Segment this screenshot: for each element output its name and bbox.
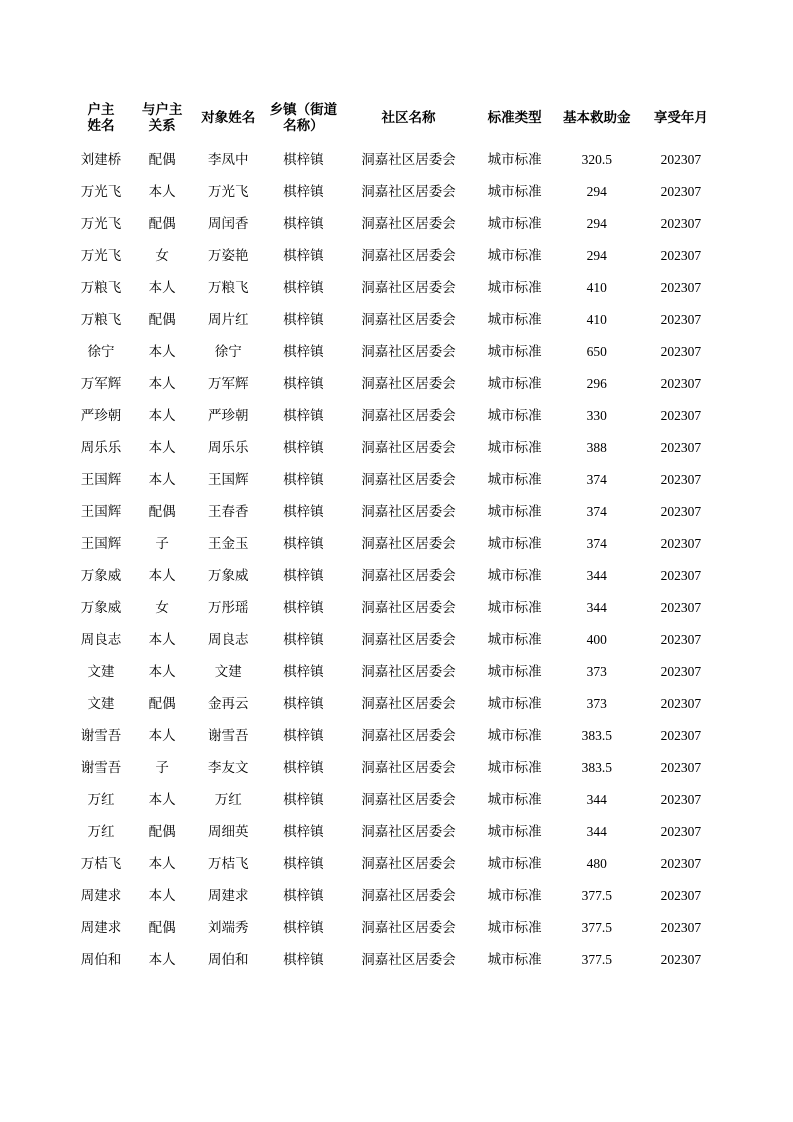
cell-householder-name: 王国辉 bbox=[80, 471, 122, 487]
cell-relationship: 本人 bbox=[148, 663, 176, 679]
cell-relationship: 本人 bbox=[148, 407, 176, 423]
cell-community: 洞嘉社区居委会 bbox=[361, 311, 456, 327]
cell-householder-name: 谢雪吾 bbox=[80, 759, 122, 775]
cell-period: 202307 bbox=[660, 311, 702, 327]
cell-community: 洞嘉社区居委会 bbox=[361, 855, 456, 871]
cell-person-name: 万姿艳 bbox=[207, 247, 249, 263]
cell-householder-name: 周建求 bbox=[80, 919, 122, 935]
cell-householder-name: 万光飞 bbox=[80, 215, 122, 231]
cell-householder-name: 刘建桥 bbox=[80, 151, 122, 167]
table-row bbox=[70, 816, 723, 848]
cell-township: 棋梓镇 bbox=[283, 407, 324, 423]
table-row bbox=[70, 368, 723, 400]
cell-basic-amount: 650 bbox=[586, 343, 607, 359]
cell-basic-amount: 388 bbox=[586, 439, 607, 455]
cell-standard-type: 城市标准 bbox=[487, 151, 542, 167]
cell-basic-amount: 344 bbox=[586, 791, 607, 807]
cell-householder-name: 万桔飞 bbox=[80, 855, 122, 871]
cell-community: 洞嘉社区居委会 bbox=[361, 663, 456, 679]
cell-basic-amount: 294 bbox=[586, 183, 607, 199]
cell-relationship: 本人 bbox=[148, 183, 176, 199]
cell-township: 棋梓镇 bbox=[283, 183, 324, 199]
column-header-period: 享受年月 bbox=[653, 109, 708, 125]
cell-householder-name: 万象威 bbox=[80, 599, 122, 615]
cell-period: 202307 bbox=[660, 471, 702, 487]
table-row bbox=[70, 912, 723, 944]
assistance-table bbox=[70, 96, 723, 976]
cell-period: 202307 bbox=[660, 407, 702, 423]
cell-person-name: 李凤中 bbox=[207, 151, 249, 167]
table-row bbox=[70, 592, 723, 624]
table-row bbox=[70, 624, 723, 656]
table-row bbox=[70, 688, 723, 720]
cell-person-name: 万军辉 bbox=[207, 375, 249, 391]
cell-householder-name: 王国辉 bbox=[80, 535, 122, 551]
cell-community: 洞嘉社区居委会 bbox=[361, 919, 456, 935]
cell-relationship: 配偶 bbox=[148, 151, 176, 167]
column-header-person-name: 对象姓名 bbox=[201, 109, 256, 125]
table-row bbox=[70, 464, 723, 496]
table-row bbox=[70, 400, 723, 432]
cell-period: 202307 bbox=[660, 503, 702, 519]
cell-township: 棋梓镇 bbox=[283, 791, 324, 807]
cell-standard-type: 城市标准 bbox=[487, 535, 542, 551]
column-header-basic-amount: 基本救助金 bbox=[563, 109, 631, 125]
cell-relationship: 女 bbox=[155, 599, 169, 615]
cell-basic-amount: 344 bbox=[586, 599, 607, 615]
cell-person-name: 徐宁 bbox=[214, 343, 242, 359]
cell-person-name: 万光飞 bbox=[207, 183, 249, 199]
cell-period: 202307 bbox=[660, 247, 702, 263]
cell-basic-amount: 377.5 bbox=[581, 919, 612, 935]
cell-township: 棋梓镇 bbox=[283, 631, 324, 647]
cell-relationship: 本人 bbox=[148, 567, 176, 583]
cell-basic-amount: 383.5 bbox=[581, 759, 612, 775]
cell-relationship: 配偶 bbox=[148, 823, 176, 839]
cell-basic-amount: 374 bbox=[586, 535, 607, 551]
cell-householder-name: 周良志 bbox=[80, 631, 122, 647]
cell-householder-name: 万红 bbox=[87, 791, 115, 807]
cell-relationship: 本人 bbox=[148, 855, 176, 871]
cell-relationship: 本人 bbox=[148, 439, 176, 455]
header-line-2: 姓名 bbox=[87, 118, 115, 133]
cell-householder-name: 徐宁 bbox=[87, 343, 115, 359]
cell-standard-type: 城市标准 bbox=[487, 471, 542, 487]
cell-person-name: 周良志 bbox=[207, 631, 249, 647]
cell-period: 202307 bbox=[660, 279, 702, 295]
cell-basic-amount: 410 bbox=[586, 311, 607, 327]
cell-period: 202307 bbox=[660, 343, 702, 359]
cell-township: 棋梓镇 bbox=[283, 695, 324, 711]
cell-period: 202307 bbox=[660, 759, 702, 775]
cell-standard-type: 城市标准 bbox=[487, 727, 542, 743]
cell-township: 棋梓镇 bbox=[283, 215, 324, 231]
cell-period: 202307 bbox=[660, 919, 702, 935]
table-row bbox=[70, 720, 723, 752]
cell-person-name: 万桔飞 bbox=[207, 855, 249, 871]
cell-township: 棋梓镇 bbox=[283, 247, 324, 263]
table-row bbox=[70, 240, 723, 272]
cell-relationship: 配偶 bbox=[148, 311, 176, 327]
cell-person-name: 万象威 bbox=[207, 567, 249, 583]
cell-community: 洞嘉社区居委会 bbox=[361, 151, 456, 167]
cell-township: 棋梓镇 bbox=[283, 503, 324, 519]
cell-basic-amount: 374 bbox=[586, 503, 607, 519]
cell-standard-type: 城市标准 bbox=[487, 215, 542, 231]
cell-basic-amount: 374 bbox=[586, 471, 607, 487]
cell-person-name: 万粮飞 bbox=[207, 279, 249, 295]
cell-community: 洞嘉社区居委会 bbox=[361, 951, 456, 967]
cell-period: 202307 bbox=[660, 855, 702, 871]
cell-person-name: 万红 bbox=[214, 791, 242, 807]
cell-person-name: 周闰香 bbox=[207, 215, 249, 231]
cell-standard-type: 城市标准 bbox=[487, 407, 542, 423]
column-header-standard-type: 标准类型 bbox=[487, 109, 542, 125]
cell-basic-amount: 344 bbox=[586, 823, 607, 839]
cell-householder-name: 文建 bbox=[87, 695, 115, 711]
cell-community: 洞嘉社区居委会 bbox=[361, 503, 456, 519]
cell-community: 洞嘉社区居委会 bbox=[361, 887, 456, 903]
cell-township: 棋梓镇 bbox=[283, 151, 324, 167]
cell-township: 棋梓镇 bbox=[283, 567, 324, 583]
cell-period: 202307 bbox=[660, 887, 702, 903]
cell-relationship: 本人 bbox=[148, 343, 176, 359]
cell-basic-amount: 294 bbox=[586, 247, 607, 263]
cell-basic-amount: 377.5 bbox=[581, 887, 612, 903]
cell-township: 棋梓镇 bbox=[283, 919, 324, 935]
cell-basic-amount: 320.5 bbox=[581, 151, 612, 167]
cell-period: 202307 bbox=[660, 727, 702, 743]
cell-township: 棋梓镇 bbox=[283, 727, 324, 743]
cell-community: 洞嘉社区居委会 bbox=[361, 567, 456, 583]
table-row bbox=[70, 880, 723, 912]
cell-community: 洞嘉社区居委会 bbox=[361, 599, 456, 615]
table-row bbox=[70, 560, 723, 592]
table-row bbox=[70, 752, 723, 784]
cell-community: 洞嘉社区居委会 bbox=[361, 695, 456, 711]
cell-township: 棋梓镇 bbox=[283, 439, 324, 455]
cell-standard-type: 城市标准 bbox=[487, 567, 542, 583]
cell-period: 202307 bbox=[660, 695, 702, 711]
cell-person-name: 周建求 bbox=[207, 887, 249, 903]
header-row bbox=[70, 96, 723, 144]
cell-basic-amount: 373 bbox=[586, 663, 607, 679]
cell-person-name: 万彤瑶 bbox=[207, 599, 249, 615]
cell-standard-type: 城市标准 bbox=[487, 279, 542, 295]
cell-period: 202307 bbox=[660, 567, 702, 583]
cell-relationship: 子 bbox=[155, 535, 169, 551]
cell-basic-amount: 377.5 bbox=[581, 951, 612, 967]
cell-relationship: 本人 bbox=[148, 887, 176, 903]
cell-standard-type: 城市标准 bbox=[487, 887, 542, 903]
cell-relationship: 本人 bbox=[148, 951, 176, 967]
cell-relationship: 配偶 bbox=[148, 215, 176, 231]
header-line-1: 乡镇（街道 bbox=[269, 101, 338, 117]
cell-period: 202307 bbox=[660, 375, 702, 391]
cell-relationship: 配偶 bbox=[148, 503, 176, 519]
cell-standard-type: 城市标准 bbox=[487, 503, 542, 519]
cell-relationship: 本人 bbox=[148, 279, 176, 295]
cell-standard-type: 城市标准 bbox=[487, 855, 542, 871]
cell-township: 棋梓镇 bbox=[283, 599, 324, 615]
cell-standard-type: 城市标准 bbox=[487, 919, 542, 935]
cell-community: 洞嘉社区居委会 bbox=[361, 791, 456, 807]
cell-householder-name: 周乐乐 bbox=[80, 439, 122, 455]
cell-township: 棋梓镇 bbox=[283, 535, 324, 551]
cell-relationship: 女 bbox=[155, 247, 169, 263]
table-row bbox=[70, 336, 723, 368]
cell-period: 202307 bbox=[660, 663, 702, 679]
cell-basic-amount: 294 bbox=[586, 215, 607, 231]
cell-community: 洞嘉社区居委会 bbox=[361, 439, 456, 455]
cell-community: 洞嘉社区居委会 bbox=[361, 215, 456, 231]
table-body bbox=[70, 144, 723, 976]
cell-householder-name: 周伯和 bbox=[80, 951, 122, 967]
header-line-1: 与户主 bbox=[141, 101, 183, 117]
cell-community: 洞嘉社区居委会 bbox=[361, 279, 456, 295]
cell-basic-amount: 410 bbox=[586, 279, 607, 295]
cell-person-name: 严珍朝 bbox=[207, 407, 249, 423]
cell-householder-name: 万光飞 bbox=[80, 183, 122, 199]
cell-period: 202307 bbox=[660, 791, 702, 807]
cell-standard-type: 城市标准 bbox=[487, 439, 542, 455]
cell-basic-amount: 344 bbox=[586, 567, 607, 583]
cell-person-name: 周乐乐 bbox=[207, 439, 249, 455]
cell-standard-type: 城市标准 bbox=[487, 375, 542, 391]
cell-person-name: 李友文 bbox=[207, 759, 249, 775]
cell-community: 洞嘉社区居委会 bbox=[361, 375, 456, 391]
cell-community: 洞嘉社区居委会 bbox=[361, 343, 456, 359]
cell-standard-type: 城市标准 bbox=[487, 343, 542, 359]
cell-period: 202307 bbox=[660, 215, 702, 231]
cell-relationship: 本人 bbox=[148, 727, 176, 743]
cell-community: 洞嘉社区居委会 bbox=[361, 471, 456, 487]
cell-period: 202307 bbox=[660, 183, 702, 199]
table-row bbox=[70, 848, 723, 880]
cell-basic-amount: 480 bbox=[586, 855, 607, 871]
cell-person-name: 谢雪吾 bbox=[207, 727, 249, 743]
cell-person-name: 王金玉 bbox=[207, 535, 249, 551]
cell-relationship: 本人 bbox=[148, 471, 176, 487]
cell-householder-name: 王国辉 bbox=[80, 503, 122, 519]
cell-basic-amount: 330 bbox=[586, 407, 607, 423]
header-line-1: 户主 bbox=[87, 101, 115, 117]
cell-standard-type: 城市标准 bbox=[487, 247, 542, 263]
cell-community: 洞嘉社区居委会 bbox=[361, 727, 456, 743]
cell-standard-type: 城市标准 bbox=[487, 183, 542, 199]
table-row bbox=[70, 304, 723, 336]
table-row bbox=[70, 656, 723, 688]
cell-period: 202307 bbox=[660, 631, 702, 647]
cell-township: 棋梓镇 bbox=[283, 279, 324, 295]
cell-township: 棋梓镇 bbox=[283, 823, 324, 839]
cell-township: 棋梓镇 bbox=[283, 887, 324, 903]
cell-householder-name: 万象威 bbox=[80, 567, 122, 583]
cell-basic-amount: 373 bbox=[586, 695, 607, 711]
table-row bbox=[70, 528, 723, 560]
cell-period: 202307 bbox=[660, 951, 702, 967]
cell-householder-name: 严珍朝 bbox=[80, 407, 122, 423]
cell-community: 洞嘉社区居委会 bbox=[361, 183, 456, 199]
cell-township: 棋梓镇 bbox=[283, 343, 324, 359]
table-row bbox=[70, 432, 723, 464]
cell-period: 202307 bbox=[660, 439, 702, 455]
cell-period: 202307 bbox=[660, 535, 702, 551]
cell-relationship: 本人 bbox=[148, 631, 176, 647]
cell-period: 202307 bbox=[660, 823, 702, 839]
cell-householder-name: 万粮飞 bbox=[80, 311, 122, 327]
cell-standard-type: 城市标准 bbox=[487, 759, 542, 775]
table-row bbox=[70, 496, 723, 528]
cell-community: 洞嘉社区居委会 bbox=[361, 823, 456, 839]
cell-township: 棋梓镇 bbox=[283, 855, 324, 871]
cell-township: 棋梓镇 bbox=[283, 311, 324, 327]
cell-standard-type: 城市标准 bbox=[487, 695, 542, 711]
cell-householder-name: 周建求 bbox=[80, 887, 122, 903]
cell-relationship: 配偶 bbox=[148, 695, 176, 711]
cell-relationship: 子 bbox=[155, 759, 169, 775]
cell-standard-type: 城市标准 bbox=[487, 791, 542, 807]
header-line-2: 名称） bbox=[283, 118, 324, 133]
cell-township: 棋梓镇 bbox=[283, 951, 324, 967]
table-row bbox=[70, 176, 723, 208]
cell-standard-type: 城市标准 bbox=[487, 631, 542, 647]
column-header-township bbox=[264, 96, 342, 144]
cell-relationship: 配偶 bbox=[148, 919, 176, 935]
cell-relationship: 本人 bbox=[148, 791, 176, 807]
cell-householder-name: 谢雪吾 bbox=[80, 727, 122, 743]
cell-standard-type: 城市标准 bbox=[487, 823, 542, 839]
cell-community: 洞嘉社区居委会 bbox=[361, 631, 456, 647]
column-header-community: 社区名称 bbox=[381, 109, 436, 125]
cell-standard-type: 城市标准 bbox=[487, 599, 542, 615]
cell-township: 棋梓镇 bbox=[283, 663, 324, 679]
table-header bbox=[70, 96, 723, 144]
cell-relationship: 本人 bbox=[148, 375, 176, 391]
cell-township: 棋梓镇 bbox=[283, 375, 324, 391]
cell-basic-amount: 383.5 bbox=[581, 727, 612, 743]
cell-basic-amount: 296 bbox=[586, 375, 607, 391]
cell-community: 洞嘉社区居委会 bbox=[361, 535, 456, 551]
table-row bbox=[70, 784, 723, 816]
cell-householder-name: 万红 bbox=[87, 823, 115, 839]
cell-township: 棋梓镇 bbox=[283, 471, 324, 487]
cell-basic-amount: 400 bbox=[586, 631, 607, 647]
cell-period: 202307 bbox=[660, 151, 702, 167]
cell-community: 洞嘉社区居委会 bbox=[361, 407, 456, 423]
cell-person-name: 金再云 bbox=[207, 695, 249, 711]
cell-person-name: 周细英 bbox=[207, 823, 249, 839]
cell-person-name: 文建 bbox=[214, 663, 242, 679]
cell-person-name: 王国辉 bbox=[207, 471, 249, 487]
column-header-relationship bbox=[132, 96, 192, 144]
cell-person-name: 王春香 bbox=[207, 503, 249, 519]
cell-householder-name: 万粮飞 bbox=[80, 279, 122, 295]
cell-community: 洞嘉社区居委会 bbox=[361, 247, 456, 263]
cell-person-name: 周伯和 bbox=[207, 951, 249, 967]
table-row bbox=[70, 944, 723, 976]
table-row bbox=[70, 144, 723, 176]
cell-person-name: 周片红 bbox=[207, 311, 249, 327]
table-row bbox=[70, 208, 723, 240]
cell-standard-type: 城市标准 bbox=[487, 663, 542, 679]
cell-township: 棋梓镇 bbox=[283, 759, 324, 775]
header-line-2: 关系 bbox=[148, 118, 176, 133]
cell-person-name: 刘端秀 bbox=[207, 919, 249, 935]
table-row bbox=[70, 272, 723, 304]
column-header-householder-name bbox=[70, 96, 132, 144]
cell-period: 202307 bbox=[660, 599, 702, 615]
cell-householder-name: 万光飞 bbox=[80, 247, 122, 263]
cell-standard-type: 城市标准 bbox=[487, 311, 542, 327]
cell-standard-type: 城市标准 bbox=[487, 951, 542, 967]
cell-householder-name: 文建 bbox=[87, 663, 115, 679]
cell-community: 洞嘉社区居委会 bbox=[361, 759, 456, 775]
cell-householder-name: 万军辉 bbox=[80, 375, 122, 391]
